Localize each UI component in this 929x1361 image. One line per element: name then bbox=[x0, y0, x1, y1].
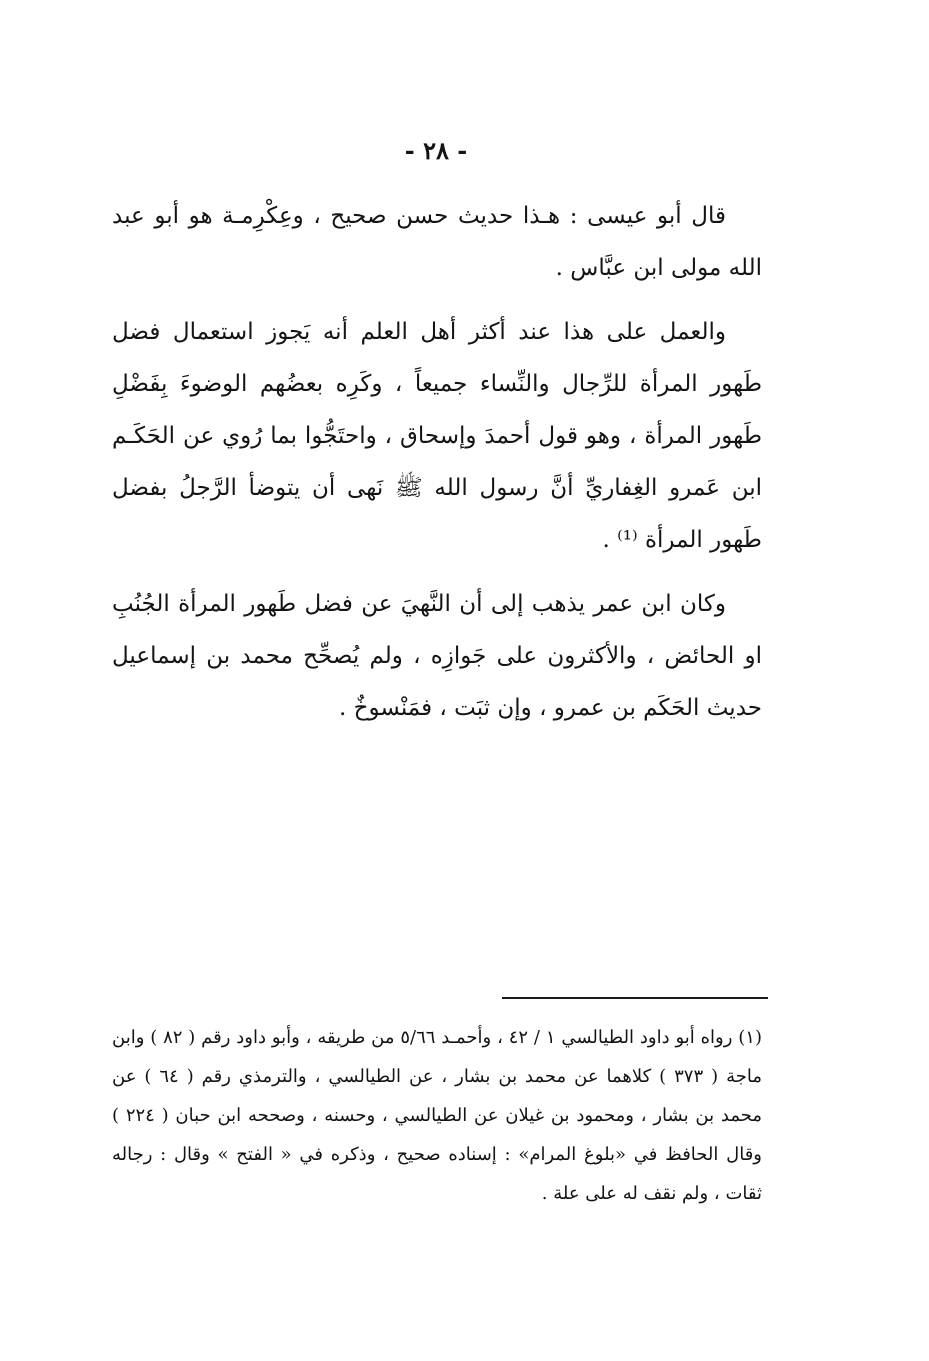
paragraph-2: والعمل على هذا عند أكثر أهل العلم أنه يَجوز استعمال فضل طَهور المرأة للرِّجال والنِّساء جميعاً ، وكَرِه بعضُهم الوضوءَ بِفَضْلِ طَهور المرأة ، وهو قول أحمدَ وإسحاق ، واحتَجُّوا بما رُوي عن الحَكَـم ابن عَمرو الغِفاريِّ أنَّ رسول الله ﷺ نَهى أن يتوضأ الرَّجلُ بفضل طَهور المرأة ⁽¹⁾ . bbox=[112, 319, 762, 553]
paragraph-1: قال أبو عيسى : هـذا حديث حسن صحيح ، وعِكْرِمـة هو أبو عبد الله مولى ابن عبَّاس . bbox=[112, 203, 762, 281]
page-number: - ٢٨ - bbox=[404, 136, 468, 165]
footnote-text: (١) رواه أبو داود الطيالسي ١ / ٤٢ ، وأحمـد ٥/٦٦ من طريقه ، وأبو داود رقم ( ٨٢ ) وابن ماجة ( ٣٧٣ ) كلاهما عن محمد بن بشار ، عن الطيالسي ، والترمذي رقم ( ٦٤ ) عن محمد بن بشار ، ومحمود بن غيلان عن الطيالسي ، وحسنه ، وصححه ابن حبان ( ٢٢٤ ) وقال الحافظ في «بلوغ المرام» : إسناده صحيح ، وذكره في « الفتح » وقال : رجاله ثقات ، ولم نقف له على علة . bbox=[112, 1027, 762, 1204]
paragraph-3: وكان ابن عمر يذهب إلى أن النَّهيَ عن فضل طَهور المرأة الجُنُبِ او الحائض ، والأكثرون على جَوازِه ، ولم يُصحِّح محمد بن إسماعيل حديث الحَكَم بن عمرو ، وإن ثبَت ، فمَنْسوخٌ . bbox=[112, 591, 762, 721]
footnote bbox=[112, 1018, 762, 1213]
footnote-divider bbox=[502, 997, 768, 999]
main-text bbox=[112, 190, 762, 746]
